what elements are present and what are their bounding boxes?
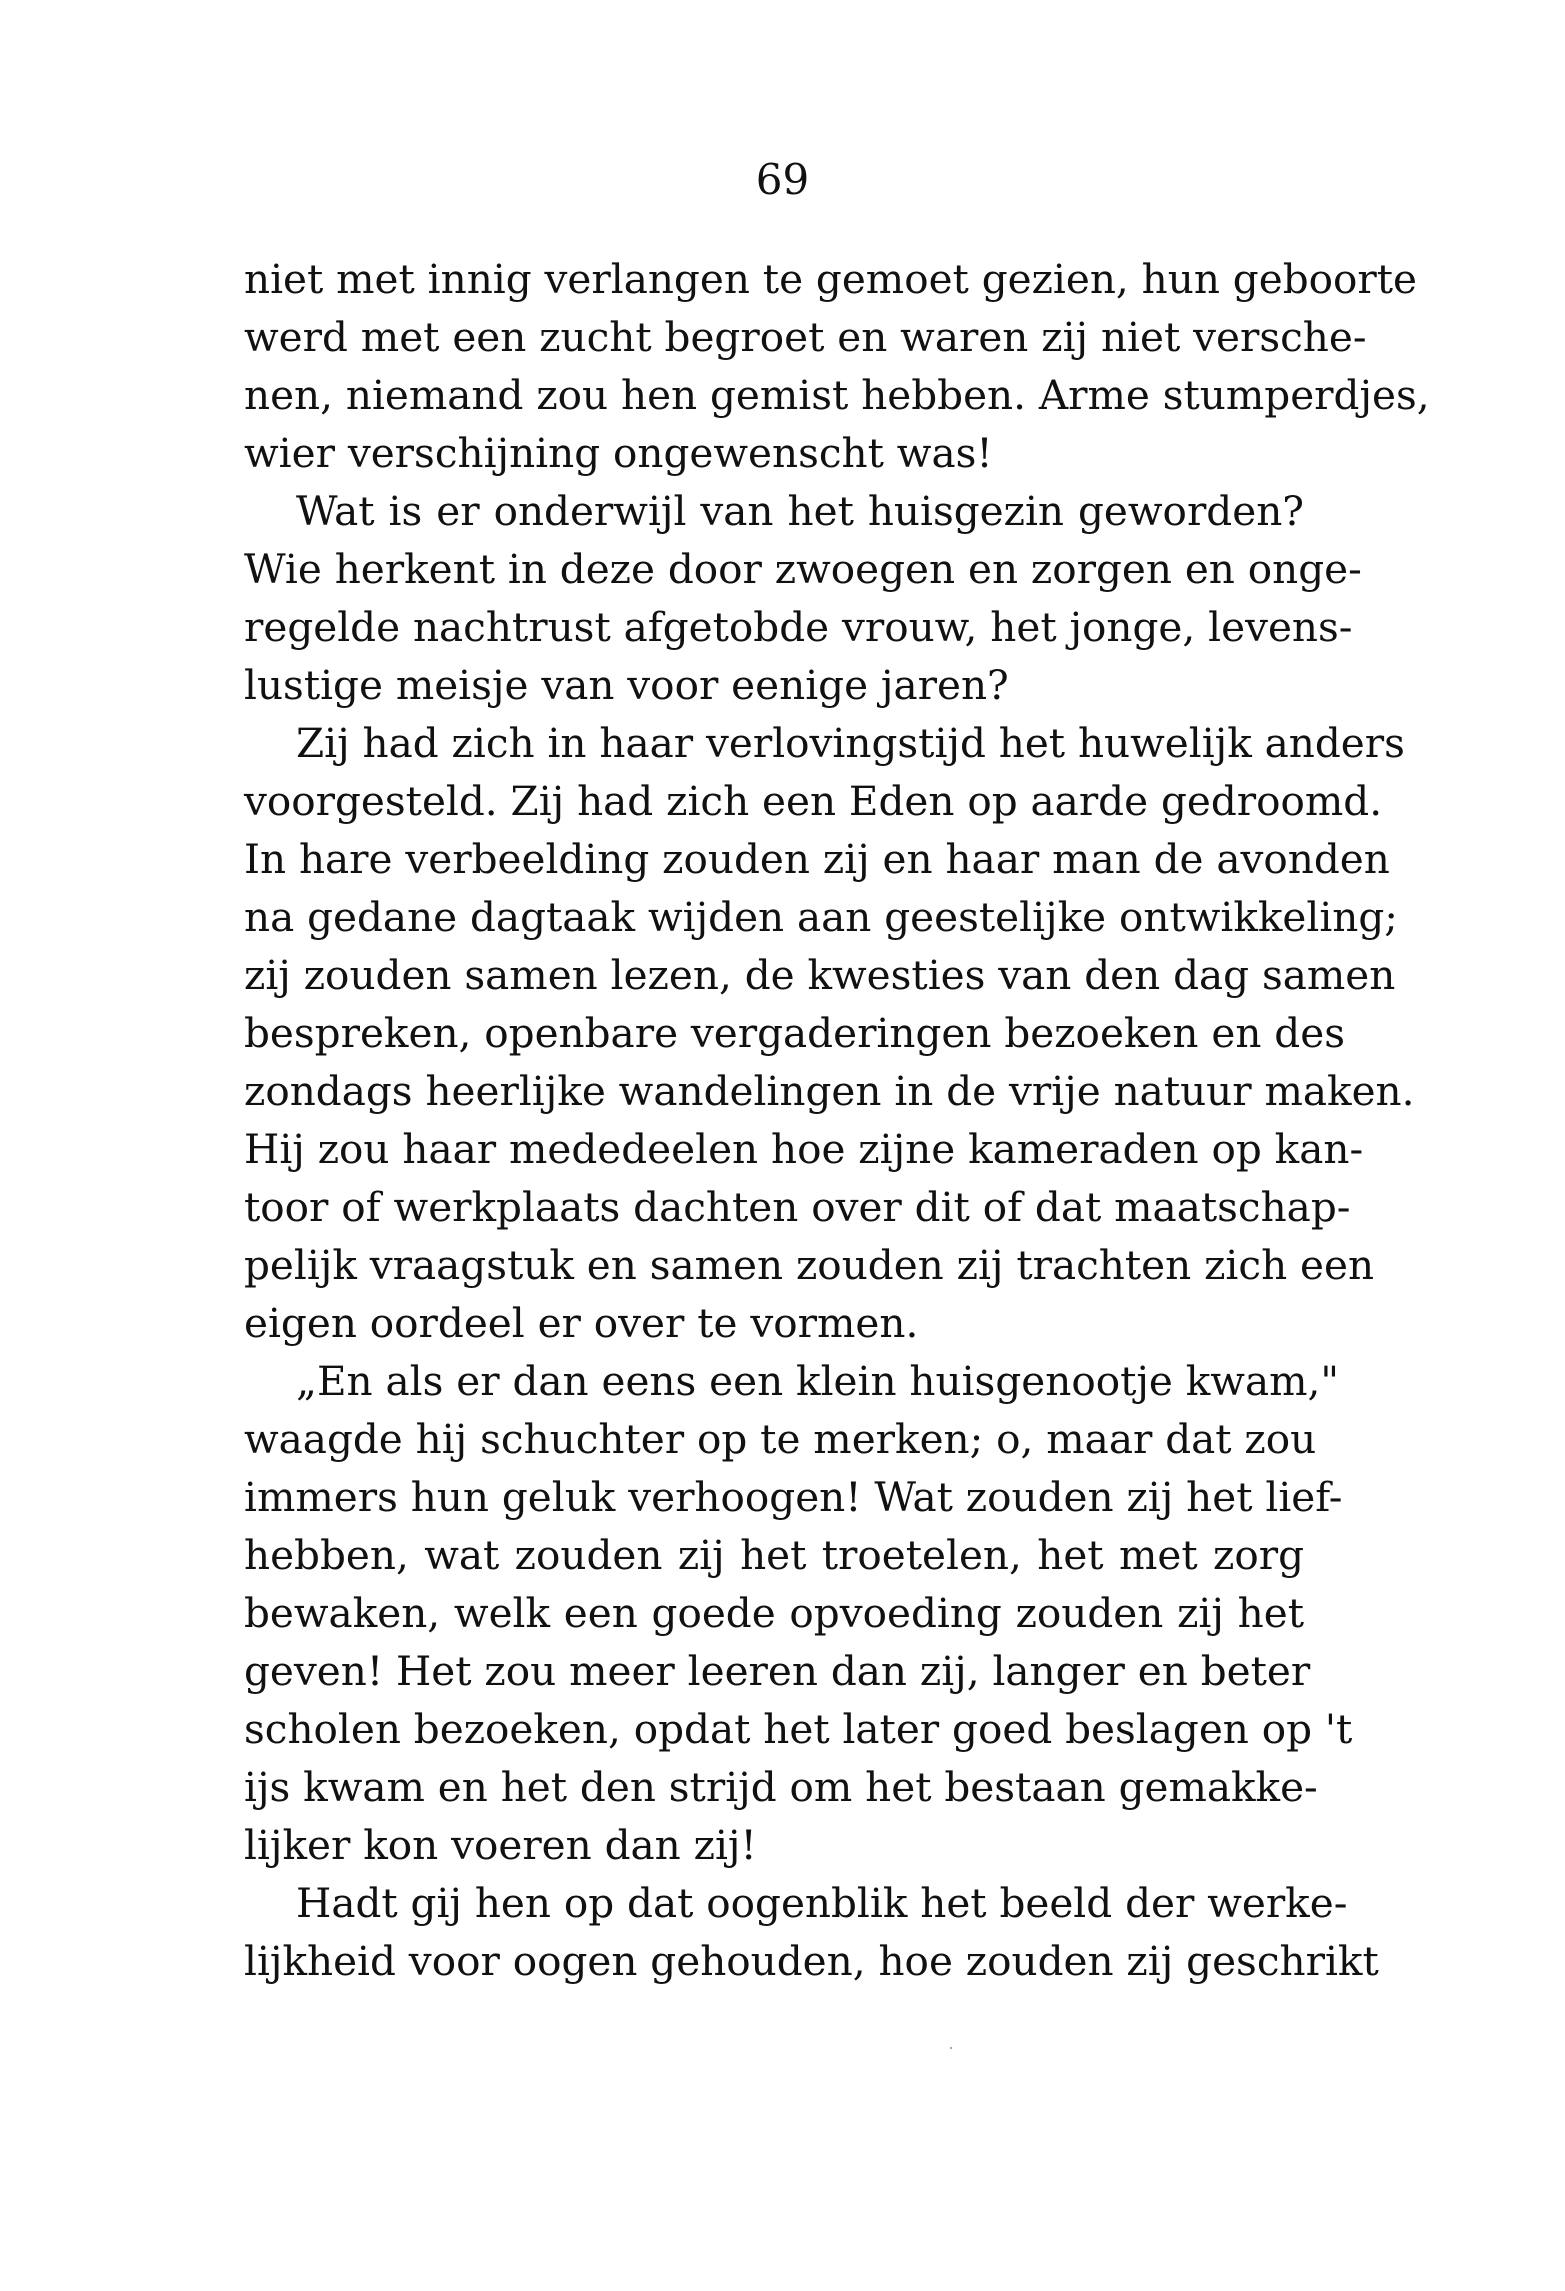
text-line: regelde nachtrust afgetobde vrouw, het jonge, levens- xyxy=(244,603,1353,651)
text-line: lijker kon voeren dan zij! xyxy=(244,1821,757,1869)
text-line: lijkheid voor oogen gehouden, hoe zouden zij geschrikt xyxy=(244,1937,1379,1985)
body-text xyxy=(244,250,1430,1990)
text-line: „En als er dan eens een klein huisgenootje kwam," xyxy=(296,1357,1340,1405)
text-line: waagde hij schuchter op te merken; o, maar dat zou xyxy=(244,1415,1317,1463)
text-line: werd met een zucht begroet en waren zij niet verschе- xyxy=(244,313,1367,361)
text-line: lustige meisje van voor eenige jaren? xyxy=(244,661,1009,709)
page-number: 69 xyxy=(755,155,810,204)
text-line: geven! Het zou meer leeren dan zij, langer en beter xyxy=(244,1647,1311,1695)
text-line: Hij zou haar mededeelen hoe zijne kameraden op kan- xyxy=(244,1125,1364,1173)
text-line: pelijk vraagstuk en samen zouden zij trachten zich een xyxy=(244,1241,1375,1289)
text-line: ijs kwam en het den strijd om het bestaan gemakke- xyxy=(244,1763,1318,1811)
text-line: zondags heerlijke wandelingen in de vrije natuur maken. xyxy=(244,1067,1415,1115)
text-line: immers hun geluk verhoogen! Wat zouden zij het lief- xyxy=(244,1473,1343,1521)
text-line: na gedane dagtaak wijden aan geestelijke ontwikkeling; xyxy=(244,893,1398,941)
text-line: Hadt gij hen op dat oogenblik het beeld der werke- xyxy=(296,1879,1348,1927)
text-line: zij zouden samen lezen, de kwesties van den dag samen xyxy=(244,951,1396,999)
paper-speck xyxy=(950,2047,952,2049)
text-line: voorgesteld. Zij had zich een Eden op aarde gedroomd. xyxy=(244,777,1383,825)
text-line: niet met innig verlangen te gemoet gezien, hun geboorte xyxy=(244,255,1417,303)
text-line: Zij had zich in haar verlovingstijd het huwelijk anders xyxy=(296,719,1405,767)
text-line: wier verschijning ongewenscht was! xyxy=(244,429,993,477)
text-line: eigen oordeel er over te vormen. xyxy=(244,1299,919,1347)
text-line: bewaken, welk een goede opvoeding zouden zij het xyxy=(244,1589,1304,1637)
text-line: scholen bezoeken, opdat het later goed beslagen op 't xyxy=(244,1705,1353,1753)
text-line: nen, niemand zou hen gemist hebben. Arme stumperdjes, xyxy=(244,371,1430,419)
text-line: Wat is er onderwijl van het huisgezin geworden? xyxy=(296,487,1304,535)
text-line: toor of werkplaats dachten over dit of dat maatschap- xyxy=(244,1183,1351,1231)
text-line: hebben, wat zouden zij het troetelen, het met zorg xyxy=(244,1531,1304,1579)
text-line: In hare verbeelding zouden zij en haar man de avonden xyxy=(244,835,1390,883)
text-line: Wie herkent in deze door zwoegen en zorgen en onge- xyxy=(244,545,1362,593)
text-line: bespreken, openbare vergaderingen bezoeken en des xyxy=(244,1009,1345,1057)
